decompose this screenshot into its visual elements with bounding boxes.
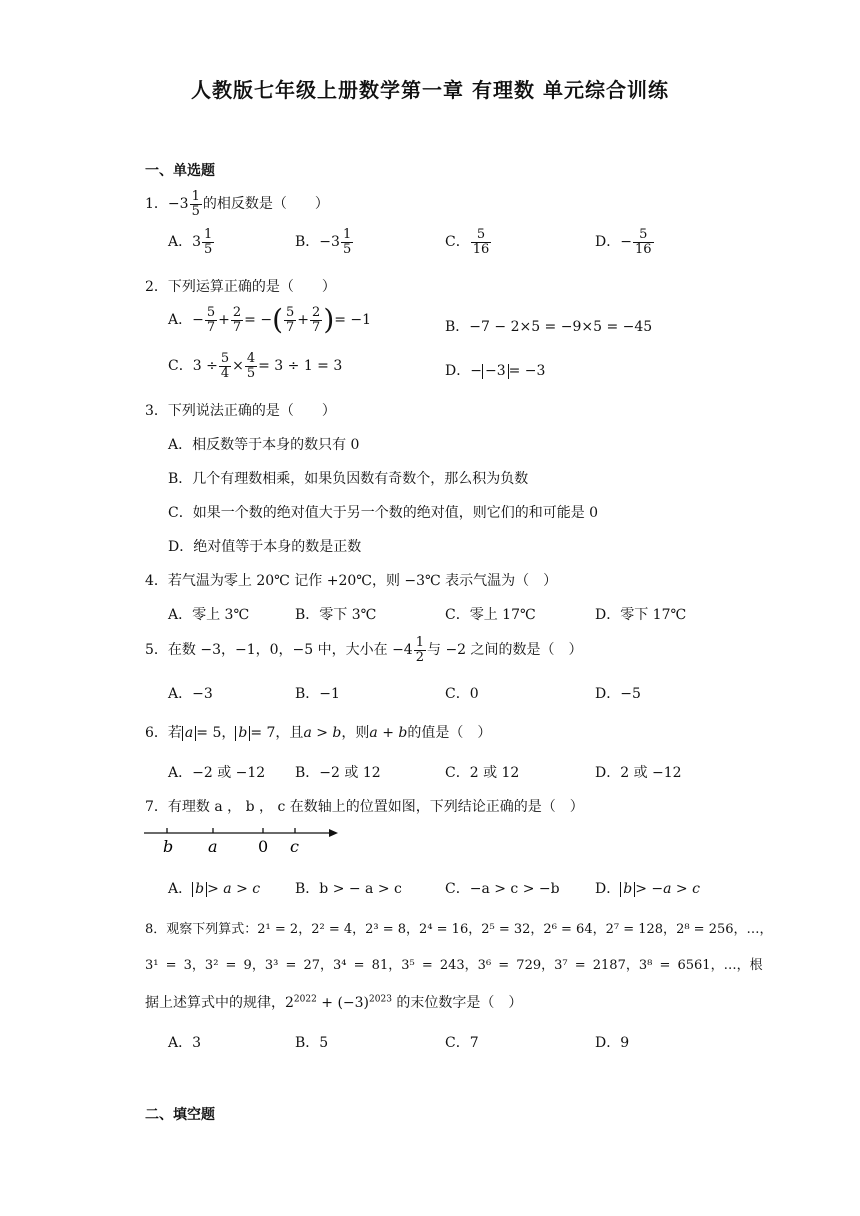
arrow-head-icon (329, 829, 338, 837)
frac-den: 4 (220, 365, 230, 381)
q2-option-d[interactable] (445, 360, 545, 380)
frac-num: 5 (286, 305, 295, 320)
fraction (245, 352, 257, 380)
q5-option-b[interactable]: B．−1 (295, 686, 340, 702)
power-item: 2⁴ = 16， (419, 922, 482, 937)
option-label: A． (168, 881, 193, 897)
question-3-stem: 3．下列说法正确的是（ ） (145, 403, 336, 419)
q6-stem-text: = 5， (196, 725, 236, 741)
option-sign: − (620, 234, 632, 251)
fraction (284, 306, 296, 334)
frac-num: 1 (415, 635, 424, 650)
q8-stem-text: 的末位数字是（ ） (391, 995, 523, 1011)
q5-stem-text: 与 −2 之间的数是（ ） (427, 642, 583, 659)
q4-option-d[interactable]: D．零下 17℃ (595, 607, 687, 623)
frac-den: 7 (312, 319, 321, 335)
q6-abs-b (235, 726, 250, 741)
option-label: C． (445, 234, 470, 251)
math-text: + (−3) (316, 995, 370, 1011)
q6-stem-text: ，则 (341, 725, 370, 741)
q1-frac-den: 5 (191, 203, 200, 219)
frac-num: 5 (220, 351, 230, 366)
q1-option-d[interactable] (595, 228, 655, 256)
q3-option-a[interactable]: A．相反数等于本身的数只有 0 (168, 437, 360, 453)
frac-num: 2 (312, 305, 321, 320)
math-text: −7 − 2×5 = −9×5 = −45 (469, 319, 653, 335)
question-8-line-2 (145, 954, 763, 973)
frac-num: 5 (471, 228, 492, 243)
power-item: 3⁸ = 6561， (638, 958, 724, 973)
q6-expression: a + b (369, 725, 408, 741)
fraction (310, 306, 322, 334)
q8-stem-text: 据上述算式中的规律， (145, 995, 285, 1011)
section-heading-single-choice: 一、单选题 (145, 163, 215, 179)
base: 2 (285, 995, 294, 1011)
q1-stem-text: 的相反数是（ ） (202, 196, 329, 213)
q2-option-b[interactable] (445, 316, 652, 336)
q2-option-c[interactable] (168, 352, 342, 380)
power-item: 2² = 4， (311, 922, 366, 937)
frac-den: 5 (246, 365, 256, 381)
fraction (205, 306, 217, 334)
math-text: 3 ÷ (192, 358, 218, 375)
frac-num: 1 (342, 227, 352, 242)
frac-den: 5 (342, 241, 352, 257)
option-label: A． (168, 234, 193, 251)
abs-b (192, 882, 207, 897)
label-c: c (290, 837, 299, 856)
frac-num: 1 (204, 227, 213, 242)
fraction (231, 306, 243, 334)
math-text: = 3 ÷ 1 = 3 (258, 358, 343, 375)
page-title: 人教版七年级上册数学第一章 有理数 单元综合训练 (191, 78, 669, 102)
power-item: 2⁸ = 256，…， (676, 922, 773, 937)
power-item: 2⁵ = 32， (481, 922, 544, 937)
power-item: 3⁷ = 2187， (554, 958, 639, 973)
absolute-value: −3 (482, 364, 509, 379)
math-text: = −3 (508, 363, 546, 379)
q8-option-c[interactable]: C．7 (445, 1035, 479, 1051)
q4-option-b[interactable]: B．零下 3℃ (295, 607, 377, 623)
q7-option-d[interactable] (595, 878, 700, 898)
q5-fraction (414, 636, 426, 664)
frac-den: 7 (206, 319, 216, 335)
power-item: 3³ = 27， (264, 958, 334, 973)
q6-abs-a (182, 726, 196, 741)
q6-stem-text: 的值是（ ） (407, 725, 492, 741)
q6-condition: a > b (303, 725, 342, 741)
frac-den: 16 (472, 241, 490, 257)
question-1-stem (145, 190, 329, 218)
option-fraction (471, 228, 492, 256)
option-label: D． (445, 363, 471, 379)
power-item: 3⁴ = 81， (333, 958, 402, 973)
math-text: − (470, 363, 482, 379)
power-item: 3² = 9， (204, 958, 265, 973)
exponent: 2023 (369, 994, 392, 1005)
q1-option-b[interactable] (295, 228, 354, 256)
fraction (219, 352, 231, 380)
q2-option-a[interactable] (168, 303, 372, 337)
question-5-stem (145, 636, 583, 664)
q3-option-b[interactable]: B．几个有理数相乘，如果负因数有奇数个，那么积为负数 (168, 471, 529, 487)
power-item: 3⁶ = 729， (477, 958, 555, 973)
section-heading-fill-in: 二、填空题 (145, 1107, 215, 1123)
q8-stem-text: 8．观察下列算式： (145, 922, 258, 937)
q3-option-c[interactable]: C．如果一个数的绝对值大于另一个数的绝对值，则它们的和可能是 0 (168, 505, 599, 521)
q8-option-b[interactable]: B．5 (295, 1035, 329, 1051)
option-whole: 3 (192, 234, 202, 251)
option-label: D． (595, 234, 621, 251)
q3-option-d[interactable]: D．绝对值等于本身的数是正数 (168, 539, 362, 555)
q6-option-a[interactable]: A．−2 或 −12 (168, 765, 266, 781)
q5-option-a[interactable]: A．−3 (168, 686, 213, 702)
variable: b (623, 881, 633, 897)
q4-option-a[interactable]: A．零上 3℃ (168, 607, 250, 623)
exponent: 2022 (293, 994, 317, 1005)
question-8-line-3 (145, 992, 522, 1012)
q5-option-c[interactable]: C．0 (445, 686, 479, 702)
question-4-stem: 4．若气温为零上 20℃ 记作 +20℃，则 −3℃ 表示气温为（ ） (145, 573, 558, 589)
power-item: 3¹ = 3， (145, 958, 205, 973)
math-text: × (232, 358, 244, 375)
q1-frac-num: 1 (191, 189, 200, 204)
option-fraction (202, 228, 214, 256)
math-text: = −1 (334, 312, 372, 329)
option-label: A． (168, 312, 193, 329)
q6-option-d[interactable]: D．2 或 −12 (595, 765, 682, 781)
question-7-stem: 7．有理数 a ， b ， c 在数轴上的位置如图，下列结论正确的是（ ） (145, 799, 584, 815)
label-b: b (163, 837, 174, 856)
frac-num: 5 (633, 228, 654, 243)
q1-fraction (190, 190, 202, 218)
power-item: 2³ = 8， (365, 922, 420, 937)
option-fraction (341, 228, 353, 256)
q8-stem-text: …，根 (723, 958, 763, 973)
q5-stem-text: 5．在数 −3，−1，0，−5 中，大小在 −4 (145, 642, 413, 659)
power-item: 3⁵ = 243， (401, 958, 478, 973)
question-6-stem (145, 722, 491, 742)
abs-b (620, 882, 635, 897)
q7-option-b[interactable]: B．b > − a > c (295, 881, 402, 897)
option-whole: −3 (319, 234, 340, 251)
q1-option-a[interactable] (168, 228, 215, 256)
q1-option-c[interactable] (445, 228, 492, 256)
power-item: 2⁶ = 64， (543, 922, 606, 937)
frac-num: 4 (246, 351, 256, 366)
power-item: 2⁷ = 128， (605, 922, 677, 937)
variable: b (195, 881, 205, 897)
frac-den: 7 (232, 319, 242, 335)
q1-number: 1． (145, 196, 168, 213)
math-text: + (218, 312, 230, 329)
math-text: = − (244, 312, 273, 329)
variable: a (184, 725, 194, 741)
left-paren: ( (272, 303, 284, 337)
q7-option-a[interactable] (168, 878, 260, 898)
power-item: 2¹ = 2， (257, 922, 312, 937)
option-fraction (633, 228, 654, 256)
frac-den: 5 (204, 241, 213, 257)
q5-option-d[interactable]: D．−5 (595, 686, 641, 702)
frac-den: 2 (415, 649, 424, 665)
q4-option-c[interactable]: C．零上 17℃ (445, 607, 536, 623)
math-text: > −a > c (635, 881, 700, 897)
frac-num: 5 (206, 305, 216, 320)
label-zero: 0 (258, 837, 269, 856)
q6-stem-text: = 7，且 (250, 725, 304, 741)
q7-option-c[interactable]: C．−a > c > −b (445, 881, 560, 897)
q6-stem-text: 6．若 (145, 725, 182, 741)
question-2-stem: 2．下列运算正确的是（ ） (145, 279, 336, 295)
math-text: > a > c (207, 881, 261, 897)
q8-option-d[interactable]: D．9 (595, 1035, 630, 1051)
q1-whole: −3 (167, 196, 189, 213)
math-text: − (192, 312, 204, 329)
right-paren: ) (323, 303, 335, 337)
option-label: D． (595, 881, 621, 897)
q8-option-a[interactable]: A．3 (168, 1035, 202, 1051)
frac-den: 16 (634, 241, 652, 257)
option-label: C． (168, 358, 193, 375)
question-8-line-1 (145, 918, 773, 937)
math-text: + (297, 312, 310, 329)
q6-option-c[interactable]: C．2 或 12 (445, 765, 520, 781)
q6-option-b[interactable]: B．−2 或 12 (295, 765, 381, 781)
frac-den: 7 (286, 319, 295, 335)
option-label: B． (445, 319, 470, 335)
variable: b (238, 725, 248, 741)
frac-num: 2 (232, 305, 242, 320)
option-label: B． (295, 234, 320, 251)
label-a: a (208, 837, 218, 856)
number-line-figure (140, 822, 350, 858)
